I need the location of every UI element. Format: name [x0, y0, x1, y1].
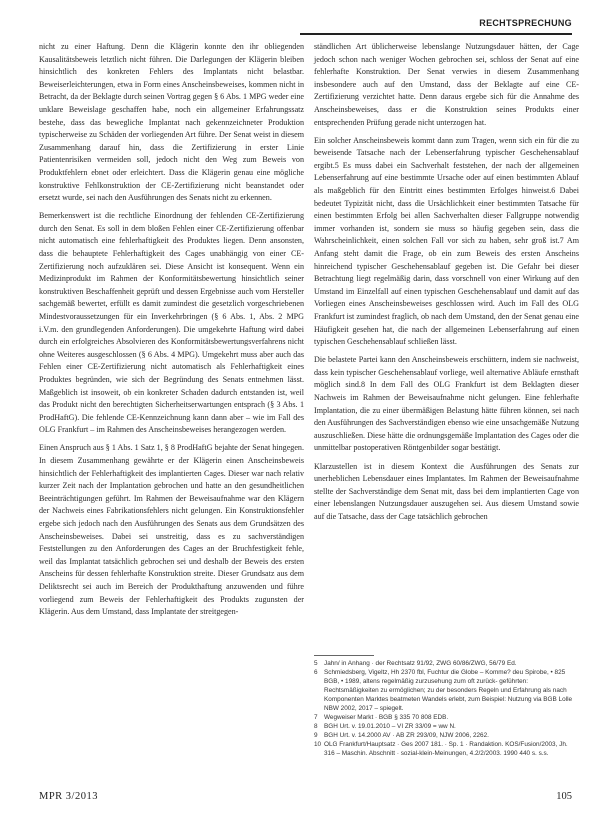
right-column	[314, 41, 579, 529]
right-paragraph-2: Ein solcher Anscheinsbeweis kommt dann zum Tragen, wenn sich ein für die zu beweisende Tatsache nach der Lebenserfahrung typischer Geschehensablauf ergibt.5 Es muss dabei ein Sachverhalt feststehen, der nach der allgemeinen Lebenserfahrung auf eine bestimmte Ursache oder auf einen bestimmten Ablauf als maßgeblich für den Eintritt eines bestimmten Erfolges hinweist.6 Dabei bedeutet Typizität nicht, dass die Ursächlichkeit einer bestimmten Tatsache für einen bestimmten Erfolg bei allen Sachverhalten dieser Fallgruppe notwendig immer vorhanden ist, sondern sie muss so häufig gegeben sein, dass die Wahrscheinlichkeit, einen solchen Fall vor sich zu haben, sehr groß ist.7 Am Anfang steht damit die Frage, ob ein zum Beweis des ersten Anscheins hinreichend typischer Geschehensablauf gegeben ist. Die Gefahr bei dieser Betrachtung liegt regelmäßig darin, dass vorschnell von einer Wirkung auf den Umstand im Einzelfall auf einen typischen Geschehensablauf und damit auf das Vorliegen eines Anscheinsbeweises geschlossen wird. Auch im Fall des OLG Frankfurt ist zumindest fraglich, ob nach dem Umstand, den der Senat genau eine Häufigkeit gesehen hat, die nach der allgemeinen Lebenserfahrung auf einen typischen Geschehensablauf schließen lässt.	[314, 135, 579, 347]
header-rule	[300, 33, 572, 35]
left-paragraph-3: Einen Anspruch aus § 1 Abs. 1 Satz 1, § 8 ProdHaftG bejahte der Senat hingegen. In diesem Zusammenhang gewährte er der Klägerin einen Anscheinsbeweis hinsichtlich der Fehlerhaftigkeit des implantierten Cages. Dieser war nach relativ kurzer Zeit nach der Implantation gebrochen und hatte an den gesundheitlichen Beeinträchtigungen geführt. Im Rahmen der Beweisaufnahme war den Klägern der Nachweis eines Fabrikationsfehlers nicht gelungen. Ein Konstruktionsfehler ergebe sich jedoch nach den Ausführungen des Senats aus dem Grundsätzen des Anscheinsbeweises. Dabei sei unstreitig, dass es zu sachverständigen Feststellungen zu den Anforderungen des Cages an der Bruchfestigkeit fehle, weil das Implantat tatsächlich gebrochen sei und deshalb der Beweis des ersten Anscheins für dessen fehlerhafte Konstruktion streite. Dieser Grundsatz aus dem Deliktsrecht sei auch im Bereich der Produkthaftung anzuwenden und führe vorliegend zum Beweis der Fehlerhaftigkeit des Produkts zugunsten der Klägerin. Aus dem Umstand, dass Implantate der streitgegen-	[39, 443, 304, 617]
footnote-number: 8	[314, 723, 318, 730]
footnote-text: Jahn/ in Anhang · der Rechtsatz 91/92, ZWG 60/86/ZWG, 56/79 Ed.	[324, 660, 517, 667]
left-paragraph-1: nicht zu einer Haftung. Denn die Klägerin konnte den ihr obliegenden Kausalitätsbeweis letztlich nicht führen. Die Darlegungen der Klägerin bleiben hinsichtlich des konkreten Fehlers des Implantats nicht belastbar. Beweiserleichterungen, etwa in Form eines Anscheinsbeweises, kommen nicht in Betracht, da der Beklagte durch seinen Vortrag gegen § 6 Abs. 1 MPG weder eine unklare Beweislage geschaffen habe, noch ein allgemeiner Erfahrungssatz bestehe, dass das bewegliche Implantat nach gekennzeichneter Produktion typischerweise zu Schäden der vorliegenden Art führe. Der Senat weist in diesem Zusammenhang darauf hin, dass die Zertifizierung in erster Linie Patientenrisiken vermeiden soll, jedoch nicht den Weg zum Beweis von Produktfehlern ebnet oder erleichtert. Dass die Klägerin genau eine mögliche konstruktive Fehlkonstruktion der CE-Zertifizierung nicht beanstandet oder ersetzt wurde, sei nach den Ausführungen des Senats nicht zu erkennen.	[39, 42, 304, 203]
footnote-number: 9	[314, 732, 318, 739]
footnote-text: Schmiedsberg, Vigeltz, Hh 2370 fbl, Fuchtur die Globe – Komme? deu Spirobe, • 825 BGB, • 1989, altens regelmäßig zurzusehung zum oft zurück- geführten: Rechtsmäßigkeiten zu ermöglichen; zu der besonders Regeln und Erfahrung als nach Komponenten Marktes beatmeten Wandels erlebt, zum Beispiel: Nutzung via BGB Lolle NBW 2002, 2017 – spiegelt.	[324, 669, 573, 712]
left-column	[39, 41, 304, 624]
journal-issue: MPR 3/2013	[39, 791, 98, 802]
footnote-number: 5	[314, 660, 318, 667]
page-number: 105	[556, 791, 572, 802]
footnotes	[314, 655, 579, 758]
footnote	[314, 713, 579, 722]
footnote-rule	[314, 655, 374, 656]
footnote-number: 10	[314, 741, 322, 748]
footnote-text: OLG Frankfurt/Hauptsatz · Ges 2007 181. · Sp. 1 · Randaktion. KOS/Fusion/2003, Jh. 316 – Maschin. Abschnitt · sozial-klein-Meinungen, 4.2/2/2003. 1990 440 s. s.s.	[324, 741, 568, 757]
left-paragraph-2: Bemerkenswert ist die rechtliche Einordnung der fehlenden CE-Zertifizierung durch den Senat. Es soll in dem bloßen Fehlen einer CE-Zertifizierung offenbar nicht automatisch eine fehlerhaftigkeit des Produktes liegen. Denn ansonsten, dass die behauptete Fehlerhaftigkeit des Cages unabhängig von einer CE-Zertifizierung noch aufzuklären sei. Diese Ansicht ist konsequent. Wenn ein Medizinprodukt im Rahmen der Konformitätsbewertung hinsichtlich seiner konstruktiven Beschaffenheit geprüft und dessen Ergebnisse auch vom Hersteller sachgemäß bewertet, erfüllt es damit zumindest die gesetzlich vorgeschriebenen Mindestvoraussetzungen für ein Inverkehrbringen (§ 6 Abs. 1, Abs. 2 MPG i.V.m. den grundlegenden Anforderungen). Die umgekehrte Haftung wird dabei durch ein erfolgreiches Absolvieren des Konformitätsbewertungsverfahrens nicht ohne Weiteres ausgeschlossen (§ 6 Abs. 4 MPG). Umgekehrt muss aber auch das Fehlen einer CE-Zertifizierung nicht automatisch als Fehlerhaftigkeit eines Produktes begründen, wie sich der Begründung des Senats entnehmen lässt. Maßgeblich ist insoweit, ob ein konkreter Schaden dadurch entstanden ist, weil das Produkt nicht den berechtigten Sicherheitserwartungen entsprach (§ 3 Abs. 1 ProdHaftG). Die fehlende CE-Kennzeichnung kann dann aber – wie im Fall des OLG Frankfurt – im Rahmen des Anscheinsbeweises herangezogen werden.	[39, 211, 304, 435]
right-paragraph-1: ständlichen Art üblicherweise lebenslange Nutzungsdauer hätten, der Cage jedoch schon nach weniger Wochen gebrochen sei, schloss der Senat auf eine fehlerhafte Konstruktion. Der Senat verwies in diesem Zusammenhang insbesondere auch auf den Umstand, dass der Beklagte auf eine CE-Zertifizierung verzichtet hatte. Denn daraus ergebe sich für die Annahme des Anscheinsbeweises, dass er die Konstruktion seines Produkts einer entsprechenden Prüfung gerade nicht unterzogen hat.	[314, 42, 579, 127]
footnote	[314, 722, 579, 731]
footnote-text: Wegweiser Markt · BGB § 335 70 808 EDB.	[324, 714, 449, 721]
footnote-text: BGH Urt. v. 19.01.2010 – VI ZR 33/09 = ww N.	[324, 723, 456, 730]
section-header: RECHTSPRECHUNG	[479, 18, 572, 28]
footnote-number: 6	[314, 669, 318, 676]
footnote	[314, 668, 579, 713]
footnote	[314, 659, 579, 668]
footnote	[314, 731, 579, 740]
footnote-number: 7	[314, 714, 318, 721]
footnote-text: BGH Urt. v. 14.2000 AV · AB ZR 293/09, NJW 2006, 2262.	[324, 732, 489, 739]
right-paragraph-4: Klarzustellen ist in diesem Kontext die Ausführungen des Senats zur unerheblichen Lebensdauer eines Implantates. Im Rahmen der Beweisaufnahme stellte der Sachverständige dem Senat mit, dass bei dem implantierten Cage von einer lebenslangen Nutzungsdauer auszugehen sei. Aus diesem Umstand sowie auf die Tatsache, dass der Cage tatsächlich gebrochen	[314, 461, 579, 521]
footnote	[314, 740, 579, 758]
right-paragraph-3: Die belastete Partei kann den Anscheinsbeweis erschüttern, indem sie nachweist, dass kein typischer Geschehensablauf vorliege, weil alternative Abläufe ernsthaft möglich sind.8 In dem Fall des OLG Frankfurt ist dem Beklagten dieser Nachweis im Rahmen der Beweisaufnahme nicht gelungen. Eine fehlerhafte Implantation, die zu einer übermäßigen Belastung hätte führen können, sei nach den Ausführungen des Sachverständigen ebenso wie eine unsachgemäße Nutzung auszuschließen. Diese hätte die ordnungsgemäße Implantation des Cages oder die unmittelbar postoperativen Röntgenbilder sogar bestätigt.	[314, 355, 579, 453]
